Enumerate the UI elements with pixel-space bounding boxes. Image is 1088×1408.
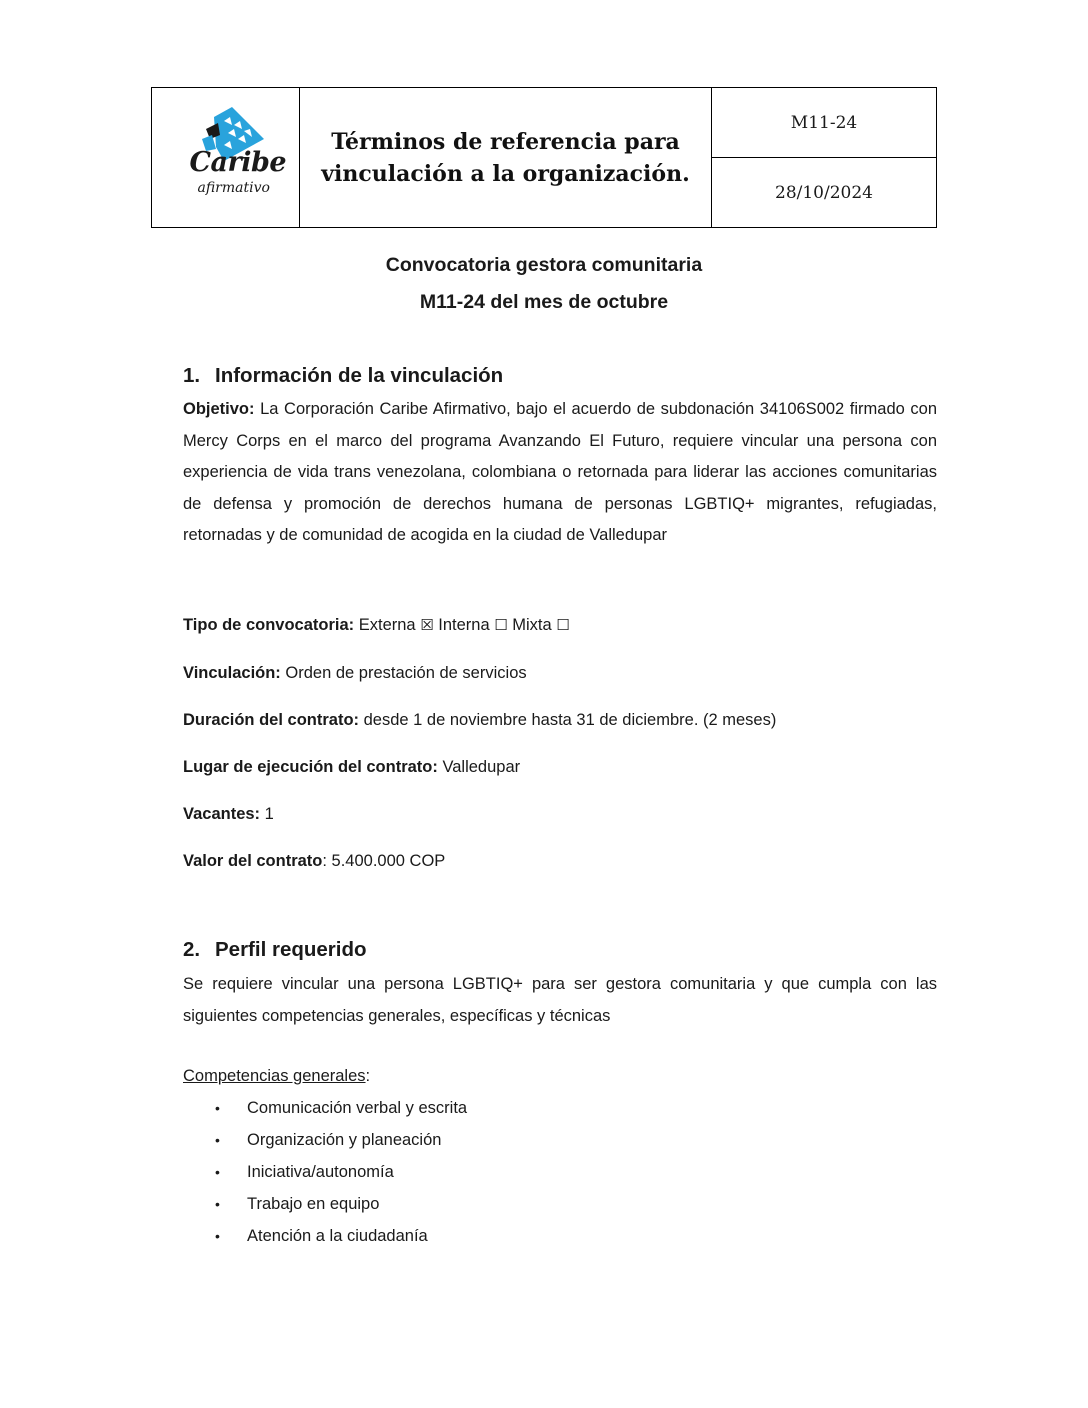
- document-code: M11-24: [712, 88, 936, 158]
- duracion-label: Duración del contrato:: [183, 711, 360, 729]
- list-item-text: Comunicación verbal y escrita: [247, 1098, 468, 1117]
- title-line-2: vinculación a la organización.: [321, 160, 690, 187]
- objective-text: La Corporación Caribe Afirmativo, bajo el acuerdo de subdonación 34106S002 firmado con Mercy Corps en el marco del programa Avanzando El Futuro, requiere vincular una persona con experiencia de vida trans venezolana, colombiana o retornada para liderar las acciones comunitarias de defensa y promoción de derechos humana de personas LGBTIQ+ migrantes, refugiadas, retornadas y de comunidad de acogida en la ciudad de Valledupar: [183, 400, 938, 544]
- list-item: [215, 1092, 467, 1124]
- logo-sub-text: afirmativo: [197, 179, 270, 196]
- duracion-value: desde 1 de noviembre hasta 31 de diciembre. (2 meses): [363, 711, 777, 729]
- bullet-icon: •: [215, 1228, 220, 1244]
- call-type-label: Tipo de convocatoria:: [183, 616, 355, 634]
- call-type-row: [183, 616, 570, 635]
- option-interna: Interna: [438, 616, 490, 634]
- list-item: [215, 1124, 467, 1156]
- lugar-value: Valledupar: [442, 758, 521, 776]
- header-table: [151, 87, 937, 228]
- checkbox-interna[interactable]: ☐: [494, 616, 508, 634]
- list-item-text: Trabajo en equipo: [247, 1194, 380, 1213]
- option-mixta: Mixta: [512, 616, 552, 634]
- list-item-text: Atención a la ciudadanía: [247, 1226, 428, 1245]
- bullet-icon: •: [215, 1100, 220, 1116]
- section-2-heading: [183, 938, 367, 962]
- option-externa: Externa: [358, 616, 416, 634]
- meta-cell: [712, 88, 936, 227]
- duracion-row: [183, 711, 776, 730]
- list-item: [215, 1188, 467, 1220]
- objective-paragraph: [183, 394, 937, 552]
- section-2-number: 2.: [183, 938, 201, 961]
- vinculacion-row: [183, 664, 527, 683]
- lugar-label: Lugar de ejecución del contrato:: [183, 758, 438, 776]
- call-title: Convocatoria gestora comunitaria: [385, 254, 703, 276]
- valor-value: : 5.400.000 COP: [322, 852, 446, 870]
- checkbox-externa[interactable]: ☒: [420, 616, 434, 634]
- lugar-row: [183, 758, 520, 777]
- logo-cell: [152, 88, 300, 227]
- checkbox-mixta[interactable]: ☐: [556, 616, 570, 634]
- call-subtitle: M11-24 del mes de octubre: [419, 291, 669, 313]
- bullet-icon: •: [215, 1196, 220, 1212]
- valor-row: [183, 852, 445, 871]
- list-item-text: Iniciativa/autonomía: [247, 1162, 394, 1181]
- section-1-title: Información de la vinculación: [215, 364, 504, 387]
- section-1-number: 1.: [183, 364, 201, 387]
- list-item: [215, 1220, 467, 1252]
- bullet-icon: •: [215, 1164, 220, 1180]
- bullet-icon: •: [215, 1132, 220, 1148]
- competencias-list: [215, 1092, 467, 1252]
- vinculacion-label: Vinculación:: [183, 664, 281, 682]
- list-item-text: Organización y planeación: [247, 1130, 442, 1149]
- document-title-cell: [300, 88, 712, 227]
- caribe-afirmativo-logo: [176, 103, 287, 213]
- valor-label: Valor del contrato: [183, 852, 323, 870]
- list-item: [215, 1156, 467, 1188]
- profile-intro: Se requiere vincular una persona LGBTIQ+ para ser gestora comunitaria y que cumpla con las siguientes competencias generales, específicas y técnicas: [183, 975, 937, 1025]
- document-date: 28/10/2024: [775, 182, 873, 203]
- objective-label: Objetivo:: [183, 400, 255, 418]
- section-2-title: Perfil requerido: [215, 938, 367, 961]
- competencias-colon: :: [365, 1067, 371, 1085]
- competencias-label-row: [183, 1067, 370, 1086]
- vacantes-row: [183, 805, 274, 824]
- vacantes-value: 1: [264, 805, 274, 823]
- title-line-1: Términos de referencia para: [331, 128, 680, 155]
- vinculacion-value: Orden de prestación de servicios: [285, 664, 527, 682]
- logo-main-text: Caribe: [189, 146, 287, 178]
- section-1-heading: [183, 364, 503, 388]
- competencias-label: Competencias generales: [183, 1067, 366, 1085]
- vacantes-label: Vacantes:: [183, 805, 261, 823]
